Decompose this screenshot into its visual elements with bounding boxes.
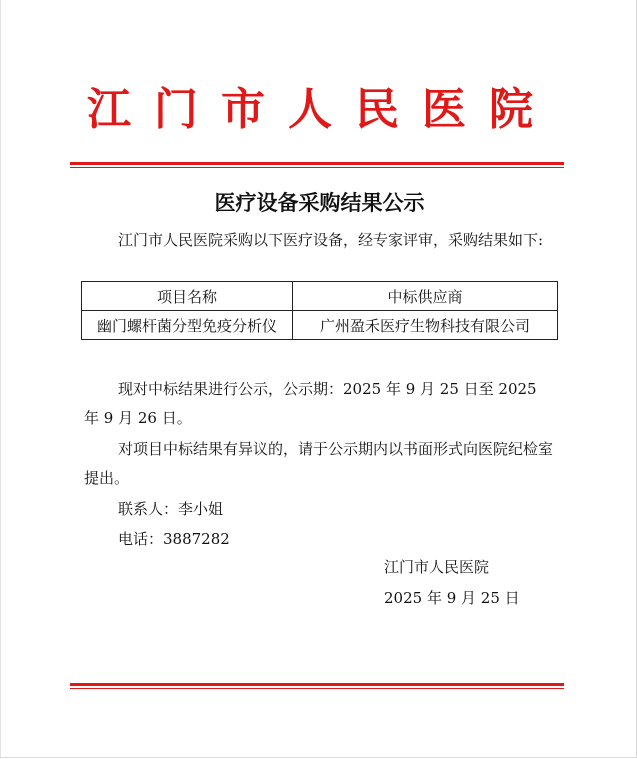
footer-red-rule <box>70 683 564 689</box>
objection-paragraph: 对项目中标结果有异议的，请于公示期内以书面形式向医院纪检室提出。 <box>84 440 554 487</box>
organization-letterhead: 江门市人民医院 <box>87 84 556 135</box>
cell-supplier: 广州盈禾医疗生物科技有限公司 <box>293 311 558 340</box>
red-rule-thick-line <box>70 162 564 165</box>
table-row <box>82 311 558 340</box>
signature-organization: 江门市人民医院 <box>384 558 490 576</box>
intro-paragraph: 江门市人民医院采购以下医疗设备，经专家评审，采购结果如下: <box>118 231 544 249</box>
column-header-supplier: 中标供应商 <box>293 282 558 311</box>
signature-date: 2025 年 9 月 25 日 <box>384 589 520 607</box>
table-header-row <box>82 282 558 311</box>
cell-project-name: 幽门螺杆菌分型免疫分析仪 <box>82 311 293 340</box>
contact-person: 联系人：李小姐 <box>118 500 224 518</box>
contact-phone: 电话：3887282 <box>118 530 230 548</box>
column-header-project-name: 项目名称 <box>82 282 293 311</box>
procurement-result-table <box>81 281 558 340</box>
notice-paragraph: 现对中标结果进行公示，公示期：2025 年 9 月 25 日至 2025 年 9 月 26 日。 <box>84 380 537 427</box>
footer-rule-thin-line <box>70 688 564 689</box>
red-rule-thin-line <box>70 167 564 168</box>
letterhead-red-rule <box>70 162 564 168</box>
document-title: 医疗设备采购结果公示 <box>214 191 425 215</box>
footer-rule-thick-line <box>70 683 564 686</box>
